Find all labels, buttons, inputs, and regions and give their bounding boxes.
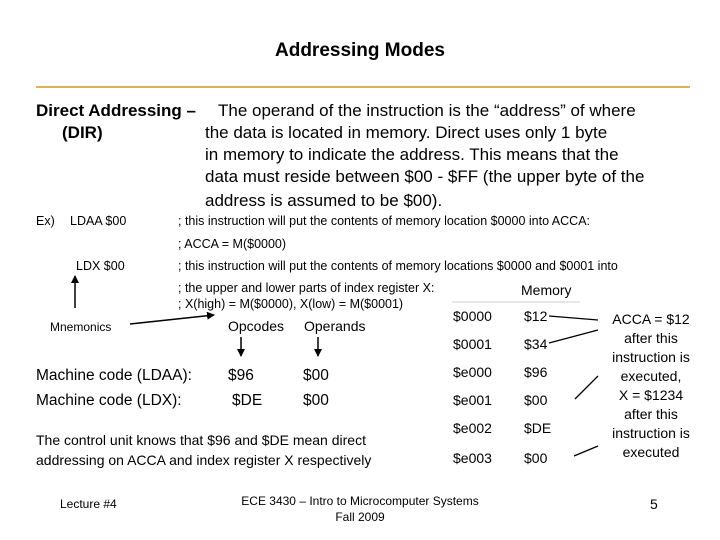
- memory-value: $96: [524, 364, 548, 380]
- footer-course: ECE 3430 – Intro to Microcomputer Systems: [241, 494, 479, 508]
- memory-header: Memory: [521, 282, 572, 298]
- memory-address: $0001: [453, 336, 492, 352]
- slide-title: Addressing Modes: [275, 40, 445, 61]
- memory-value: $34: [524, 336, 548, 352]
- definition-line-5: address is assumed to be $00).: [205, 191, 443, 210]
- memory-value: $00: [524, 450, 548, 466]
- memory-address: $0000: [453, 308, 492, 324]
- definition-line-4: data must reside between $00 - $FF (the upper byte of the: [205, 167, 645, 186]
- machine-code-ldx-label: Machine code (LDX):: [36, 392, 182, 409]
- result-note-line: instruction is: [612, 425, 690, 441]
- definition-line-2: the data is located in memory. Direct uses only 1 byte: [205, 123, 608, 142]
- definition-abbrev: (DIR): [62, 123, 103, 142]
- memory-address: $e001: [453, 392, 492, 408]
- result-note-line: executed: [622, 444, 680, 460]
- memory-value: $12: [524, 308, 548, 324]
- comment-line-3: ; this instruction will put the contents of memory locations $0000 and $0001 into: [178, 259, 618, 273]
- connector-x: [549, 330, 598, 343]
- memory-address: $e000: [453, 364, 492, 380]
- example-instruction-ldaa: LDAA $00: [70, 214, 127, 228]
- memory-value: $DE: [524, 420, 552, 436]
- comment-line-1: ; this instruction will put the contents of memory location $0000 into ACCA:: [178, 214, 591, 228]
- comment-line-4: ; the upper and lower parts of index register X:: [178, 281, 435, 295]
- machine-code-ldaa-opcode: $96: [228, 367, 254, 384]
- arrow-mnemonics-right: [130, 315, 214, 324]
- machine-code-ldx-opcode: $DE: [232, 392, 263, 409]
- connector-e003: [574, 446, 598, 456]
- definition-term: Direct Addressing –: [36, 101, 196, 120]
- connector-acca: [549, 316, 598, 320]
- control-unit-note-line-1: The control unit knows that $96 and $DE mean direct: [36, 432, 366, 448]
- machine-code-ldaa-label: Machine code (LDAA):: [36, 367, 192, 384]
- opcodes-label: Opcodes: [228, 318, 285, 334]
- comment-line-2: ; ACCA = M($0000): [178, 237, 287, 251]
- memory-value: $00: [524, 392, 548, 408]
- example-instruction-ldx: LDX $00: [76, 259, 125, 273]
- result-note-line: after this: [624, 406, 678, 422]
- result-note-line: instruction is: [612, 349, 690, 365]
- machine-code-ldx-operand: $00: [303, 392, 329, 409]
- memory-address: $e002: [453, 420, 492, 436]
- mnemonics-label: Mnemonics: [50, 320, 112, 334]
- operands-label: Operands: [304, 318, 366, 334]
- definition-line-3: in memory to indicate the address. This means that the: [205, 145, 619, 164]
- result-note-line: after this: [624, 330, 678, 346]
- page-number: 5: [650, 496, 658, 512]
- example-label: Ex): [36, 214, 55, 228]
- connector-e001: [575, 376, 598, 399]
- footer-term: Fall 2009: [335, 510, 385, 524]
- result-note-line: executed,: [620, 368, 682, 384]
- footer-lecture: Lecture #4: [60, 497, 117, 511]
- result-note-line: ACCA = $12: [612, 311, 690, 327]
- control-unit-note-line-2: addressing on ACCA and index register X respectively: [36, 452, 372, 468]
- memory-address: $e003: [453, 450, 492, 466]
- machine-code-ldaa-operand: $00: [303, 367, 329, 384]
- comment-line-5: ; X(high) = M($0000), X(low) = M($0001): [178, 297, 404, 311]
- definition-line-1: The operand of the instruction is the “address” of where: [218, 101, 636, 120]
- result-note-line: X = $1234: [618, 387, 684, 403]
